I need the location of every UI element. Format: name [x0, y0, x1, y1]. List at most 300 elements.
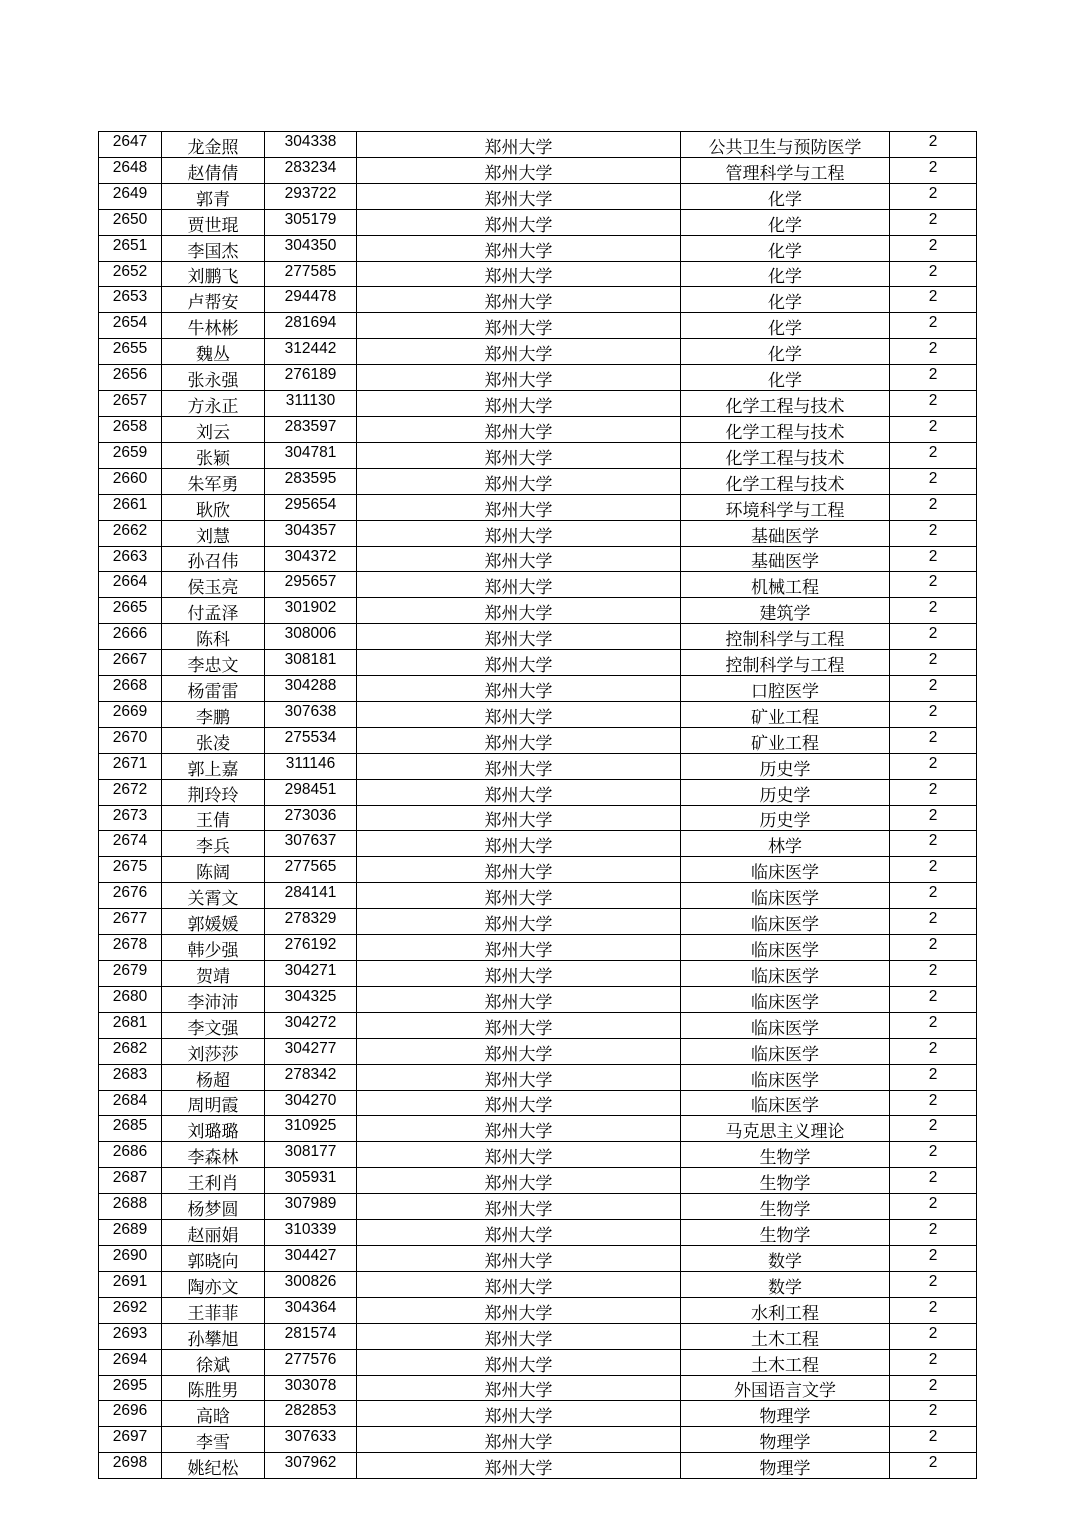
cell-serial-number: 2688 — [99, 1194, 162, 1220]
cell-name: 龙金照 — [162, 132, 265, 158]
table-row — [99, 650, 977, 676]
cell-school: 郑州大学 — [357, 339, 681, 365]
cell-name: 高晗 — [162, 1401, 265, 1427]
table-row — [99, 1168, 977, 1194]
cell-major: 物理学 — [681, 1453, 890, 1479]
cell-value: 2 — [890, 546, 977, 572]
cell-value: 2 — [890, 1323, 977, 1349]
cell-name: 郭媛媛 — [162, 909, 265, 935]
roster-table — [98, 131, 977, 1479]
cell-value: 2 — [890, 961, 977, 987]
cell-id-number: 278342 — [265, 1064, 357, 1090]
table-row — [99, 779, 977, 805]
table-row — [99, 805, 977, 831]
cell-serial-number: 2689 — [99, 1220, 162, 1246]
table-row — [99, 1194, 977, 1220]
cell-school: 郑州大学 — [357, 831, 681, 857]
cell-serial-number: 2660 — [99, 468, 162, 494]
cell-serial-number: 2648 — [99, 157, 162, 183]
cell-major: 临床医学 — [681, 1090, 890, 1116]
cell-school: 郑州大学 — [357, 1271, 681, 1297]
cell-value: 2 — [890, 1220, 977, 1246]
cell-school: 郑州大学 — [357, 1142, 681, 1168]
cell-value: 2 — [890, 1168, 977, 1194]
cell-id-number: 276189 — [265, 365, 357, 391]
cell-value: 2 — [890, 676, 977, 702]
cell-value: 2 — [890, 598, 977, 624]
cell-value: 2 — [890, 1012, 977, 1038]
cell-serial-number: 2653 — [99, 287, 162, 313]
cell-major: 马克思主义理论 — [681, 1116, 890, 1142]
cell-id-number: 293722 — [265, 183, 357, 209]
cell-value: 2 — [890, 520, 977, 546]
cell-value: 2 — [890, 468, 977, 494]
cell-major: 化学 — [681, 339, 890, 365]
cell-serial-number: 2650 — [99, 209, 162, 235]
cell-value: 2 — [890, 572, 977, 598]
cell-value: 2 — [890, 1038, 977, 1064]
cell-value: 2 — [890, 805, 977, 831]
cell-id-number: 311130 — [265, 391, 357, 417]
table-row — [99, 1116, 977, 1142]
cell-id-number: 307638 — [265, 701, 357, 727]
cell-school: 郑州大学 — [357, 986, 681, 1012]
cell-value: 2 — [890, 883, 977, 909]
cell-serial-number: 2692 — [99, 1297, 162, 1323]
cell-major: 矿业工程 — [681, 701, 890, 727]
cell-value: 2 — [890, 831, 977, 857]
cell-id-number: 310925 — [265, 1116, 357, 1142]
cell-name: 李兵 — [162, 831, 265, 857]
cell-id-number: 275534 — [265, 727, 357, 753]
cell-id-number: 273036 — [265, 805, 357, 831]
cell-major: 数学 — [681, 1271, 890, 1297]
cell-id-number: 304270 — [265, 1090, 357, 1116]
cell-school: 郑州大学 — [357, 857, 681, 883]
table-row — [99, 209, 977, 235]
cell-serial-number: 2655 — [99, 339, 162, 365]
table-row — [99, 1401, 977, 1427]
cell-school: 郑州大学 — [357, 1012, 681, 1038]
cell-major: 临床医学 — [681, 857, 890, 883]
cell-serial-number: 2681 — [99, 1012, 162, 1038]
cell-name: 李国杰 — [162, 235, 265, 261]
cell-major: 临床医学 — [681, 883, 890, 909]
cell-major: 临床医学 — [681, 935, 890, 961]
cell-major: 建筑学 — [681, 598, 890, 624]
table-row — [99, 1323, 977, 1349]
cell-id-number: 277585 — [265, 261, 357, 287]
table-row — [99, 546, 977, 572]
cell-major: 临床医学 — [681, 909, 890, 935]
cell-id-number: 305179 — [265, 209, 357, 235]
table-row — [99, 442, 977, 468]
cell-name: 付孟泽 — [162, 598, 265, 624]
cell-name: 王倩 — [162, 805, 265, 831]
cell-school: 郑州大学 — [357, 727, 681, 753]
cell-serial-number: 2649 — [99, 183, 162, 209]
cell-name: 赵丽娟 — [162, 1220, 265, 1246]
cell-id-number: 277576 — [265, 1349, 357, 1375]
cell-major: 基础医学 — [681, 520, 890, 546]
cell-major: 物理学 — [681, 1401, 890, 1427]
cell-school: 郑州大学 — [357, 1168, 681, 1194]
cell-id-number: 300826 — [265, 1271, 357, 1297]
cell-serial-number: 2647 — [99, 132, 162, 158]
cell-name: 李森林 — [162, 1142, 265, 1168]
cell-major: 土木工程 — [681, 1323, 890, 1349]
cell-value: 2 — [890, 1245, 977, 1271]
table-row — [99, 1064, 977, 1090]
cell-major: 化学工程与技术 — [681, 391, 890, 417]
table-row — [99, 1349, 977, 1375]
cell-id-number: 277565 — [265, 857, 357, 883]
table-row — [99, 365, 977, 391]
cell-serial-number: 2693 — [99, 1323, 162, 1349]
table-row — [99, 572, 977, 598]
cell-name: 徐斌 — [162, 1349, 265, 1375]
cell-school: 郑州大学 — [357, 546, 681, 572]
cell-id-number: 304288 — [265, 676, 357, 702]
cell-id-number: 304357 — [265, 520, 357, 546]
cell-value: 2 — [890, 779, 977, 805]
cell-id-number: 304781 — [265, 442, 357, 468]
cell-id-number: 295657 — [265, 572, 357, 598]
table-row — [99, 1245, 977, 1271]
cell-major: 水利工程 — [681, 1297, 890, 1323]
cell-school: 郑州大学 — [357, 935, 681, 961]
cell-major: 环境科学与工程 — [681, 494, 890, 520]
table-row — [99, 857, 977, 883]
table-row — [99, 416, 977, 442]
cell-value: 2 — [890, 1401, 977, 1427]
cell-serial-number: 2652 — [99, 261, 162, 287]
cell-major: 物理学 — [681, 1427, 890, 1453]
cell-major: 土木工程 — [681, 1349, 890, 1375]
cell-serial-number: 2684 — [99, 1090, 162, 1116]
cell-major: 化学 — [681, 313, 890, 339]
cell-serial-number: 2690 — [99, 1245, 162, 1271]
cell-major: 公共卫生与预防医学 — [681, 132, 890, 158]
cell-value: 2 — [890, 365, 977, 391]
table-row — [99, 183, 977, 209]
cell-value: 2 — [890, 1271, 977, 1297]
cell-value: 2 — [890, 494, 977, 520]
cell-name: 朱军勇 — [162, 468, 265, 494]
cell-major: 外国语言文学 — [681, 1375, 890, 1401]
cell-name: 郭上嘉 — [162, 753, 265, 779]
cell-school: 郑州大学 — [357, 261, 681, 287]
cell-id-number: 307637 — [265, 831, 357, 857]
cell-id-number: 304277 — [265, 1038, 357, 1064]
cell-major: 化学 — [681, 287, 890, 313]
cell-id-number: 304338 — [265, 132, 357, 158]
cell-name: 李忠文 — [162, 650, 265, 676]
cell-id-number: 301902 — [265, 598, 357, 624]
cell-school: 郑州大学 — [357, 1038, 681, 1064]
cell-serial-number: 2666 — [99, 624, 162, 650]
cell-value: 2 — [890, 1142, 977, 1168]
table-row — [99, 287, 977, 313]
cell-value: 2 — [890, 935, 977, 961]
cell-id-number: 281694 — [265, 313, 357, 339]
cell-name: 关霄文 — [162, 883, 265, 909]
cell-school: 郑州大学 — [357, 235, 681, 261]
cell-id-number: 308177 — [265, 1142, 357, 1168]
cell-serial-number: 2683 — [99, 1064, 162, 1090]
cell-id-number: 304372 — [265, 546, 357, 572]
cell-school: 郑州大学 — [357, 572, 681, 598]
cell-school: 郑州大学 — [357, 287, 681, 313]
cell-name: 刘璐璐 — [162, 1116, 265, 1142]
cell-major: 生物学 — [681, 1194, 890, 1220]
cell-value: 2 — [890, 909, 977, 935]
cell-id-number: 307633 — [265, 1427, 357, 1453]
cell-name: 耿欣 — [162, 494, 265, 520]
cell-major: 临床医学 — [681, 986, 890, 1012]
cell-value: 2 — [890, 1090, 977, 1116]
cell-name: 陈胜男 — [162, 1375, 265, 1401]
cell-serial-number: 2672 — [99, 779, 162, 805]
cell-school: 郑州大学 — [357, 779, 681, 805]
cell-id-number: 294478 — [265, 287, 357, 313]
cell-id-number: 304325 — [265, 986, 357, 1012]
cell-school: 郑州大学 — [357, 391, 681, 417]
cell-major: 化学 — [681, 183, 890, 209]
table-row — [99, 624, 977, 650]
cell-name: 侯玉亮 — [162, 572, 265, 598]
cell-school: 郑州大学 — [357, 1375, 681, 1401]
cell-major: 数学 — [681, 1245, 890, 1271]
cell-name: 周明霞 — [162, 1090, 265, 1116]
cell-name: 陈科 — [162, 624, 265, 650]
cell-value: 2 — [890, 442, 977, 468]
cell-serial-number: 2677 — [99, 909, 162, 935]
cell-school: 郑州大学 — [357, 442, 681, 468]
cell-school: 郑州大学 — [357, 1323, 681, 1349]
cell-school: 郑州大学 — [357, 1349, 681, 1375]
cell-value: 2 — [890, 1116, 977, 1142]
cell-serial-number: 2659 — [99, 442, 162, 468]
cell-major: 临床医学 — [681, 1012, 890, 1038]
cell-value: 2 — [890, 132, 977, 158]
cell-major: 林学 — [681, 831, 890, 857]
cell-serial-number: 2682 — [99, 1038, 162, 1064]
table-row — [99, 831, 977, 857]
cell-name: 孙召伟 — [162, 546, 265, 572]
cell-serial-number: 2667 — [99, 650, 162, 676]
cell-school: 郑州大学 — [357, 961, 681, 987]
cell-school: 郑州大学 — [357, 1453, 681, 1479]
cell-id-number: 307989 — [265, 1194, 357, 1220]
table-row — [99, 520, 977, 546]
table-row — [99, 1375, 977, 1401]
cell-id-number: 308006 — [265, 624, 357, 650]
table-row — [99, 676, 977, 702]
cell-school: 郑州大学 — [357, 1401, 681, 1427]
table-row — [99, 468, 977, 494]
cell-serial-number: 2691 — [99, 1271, 162, 1297]
cell-name: 王利肖 — [162, 1168, 265, 1194]
cell-id-number: 308181 — [265, 650, 357, 676]
cell-id-number: 305931 — [265, 1168, 357, 1194]
cell-major: 历史学 — [681, 805, 890, 831]
cell-id-number: 307962 — [265, 1453, 357, 1479]
cell-name: 张颖 — [162, 442, 265, 468]
cell-major: 化学工程与技术 — [681, 468, 890, 494]
table-row — [99, 883, 977, 909]
cell-major: 临床医学 — [681, 1038, 890, 1064]
cell-name: 赵倩倩 — [162, 157, 265, 183]
cell-name: 姚纪松 — [162, 1453, 265, 1479]
cell-name: 杨雷雷 — [162, 676, 265, 702]
cell-school: 郑州大学 — [357, 909, 681, 935]
cell-school: 郑州大学 — [357, 183, 681, 209]
table-row — [99, 391, 977, 417]
table-row — [99, 727, 977, 753]
cell-serial-number: 2686 — [99, 1142, 162, 1168]
cell-school: 郑州大学 — [357, 468, 681, 494]
cell-serial-number: 2675 — [99, 857, 162, 883]
cell-id-number: 283595 — [265, 468, 357, 494]
cell-name: 刘云 — [162, 416, 265, 442]
cell-id-number: 282853 — [265, 1401, 357, 1427]
cell-value: 2 — [890, 339, 977, 365]
table-row — [99, 494, 977, 520]
cell-school: 郑州大学 — [357, 494, 681, 520]
cell-major: 矿业工程 — [681, 727, 890, 753]
cell-serial-number: 2697 — [99, 1427, 162, 1453]
table-row — [99, 598, 977, 624]
cell-value: 2 — [890, 313, 977, 339]
cell-name: 刘莎莎 — [162, 1038, 265, 1064]
cell-serial-number: 2694 — [99, 1349, 162, 1375]
cell-serial-number: 2679 — [99, 961, 162, 987]
cell-name: 张永强 — [162, 365, 265, 391]
cell-school: 郑州大学 — [357, 1245, 681, 1271]
cell-school: 郑州大学 — [357, 805, 681, 831]
cell-major: 控制科学与工程 — [681, 624, 890, 650]
cell-school: 郑州大学 — [357, 1116, 681, 1142]
cell-serial-number: 2674 — [99, 831, 162, 857]
cell-name: 王菲菲 — [162, 1297, 265, 1323]
cell-name: 陈阔 — [162, 857, 265, 883]
cell-major: 生物学 — [681, 1168, 890, 1194]
cell-major: 基础医学 — [681, 546, 890, 572]
cell-school: 郑州大学 — [357, 753, 681, 779]
cell-id-number: 295654 — [265, 494, 357, 520]
cell-name: 杨超 — [162, 1064, 265, 1090]
cell-value: 2 — [890, 235, 977, 261]
table-row — [99, 132, 977, 158]
cell-school: 郑州大学 — [357, 209, 681, 235]
cell-serial-number: 2698 — [99, 1453, 162, 1479]
cell-serial-number: 2670 — [99, 727, 162, 753]
cell-serial-number: 2676 — [99, 883, 162, 909]
cell-id-number: 310339 — [265, 1220, 357, 1246]
cell-value: 2 — [890, 727, 977, 753]
cell-school: 郑州大学 — [357, 624, 681, 650]
table-row — [99, 339, 977, 365]
table-row — [99, 313, 977, 339]
table-row — [99, 1012, 977, 1038]
cell-school: 郑州大学 — [357, 1427, 681, 1453]
cell-id-number: 276192 — [265, 935, 357, 961]
cell-serial-number: 2671 — [99, 753, 162, 779]
cell-value: 2 — [890, 157, 977, 183]
cell-serial-number: 2669 — [99, 701, 162, 727]
cell-major: 化学 — [681, 209, 890, 235]
table-row — [99, 1090, 977, 1116]
cell-name: 荆玲玲 — [162, 779, 265, 805]
cell-major: 生物学 — [681, 1220, 890, 1246]
cell-value: 2 — [890, 287, 977, 313]
cell-school: 郑州大学 — [357, 416, 681, 442]
cell-value: 2 — [890, 1453, 977, 1479]
roster-table-body — [99, 132, 977, 1479]
cell-school: 郑州大学 — [357, 676, 681, 702]
cell-school: 郑州大学 — [357, 132, 681, 158]
cell-school: 郑州大学 — [357, 598, 681, 624]
cell-value: 2 — [890, 416, 977, 442]
cell-value: 2 — [890, 1194, 977, 1220]
cell-major: 机械工程 — [681, 572, 890, 598]
cell-value: 2 — [890, 986, 977, 1012]
cell-school: 郑州大学 — [357, 1090, 681, 1116]
cell-serial-number: 2678 — [99, 935, 162, 961]
cell-name: 郭晓向 — [162, 1245, 265, 1271]
cell-name: 牛林彬 — [162, 313, 265, 339]
cell-serial-number: 2685 — [99, 1116, 162, 1142]
cell-value: 2 — [890, 1427, 977, 1453]
cell-id-number: 298451 — [265, 779, 357, 805]
cell-serial-number: 2673 — [99, 805, 162, 831]
cell-major: 控制科学与工程 — [681, 650, 890, 676]
cell-name: 李文强 — [162, 1012, 265, 1038]
table-row — [99, 1038, 977, 1064]
table-row — [99, 1220, 977, 1246]
cell-major: 历史学 — [681, 753, 890, 779]
cell-id-number: 311146 — [265, 753, 357, 779]
table-row — [99, 986, 977, 1012]
cell-id-number: 284141 — [265, 883, 357, 909]
table-row — [99, 157, 977, 183]
cell-id-number: 281574 — [265, 1323, 357, 1349]
cell-serial-number: 2687 — [99, 1168, 162, 1194]
cell-school: 郑州大学 — [357, 1297, 681, 1323]
cell-name: 李沛沛 — [162, 986, 265, 1012]
cell-major: 历史学 — [681, 779, 890, 805]
cell-name: 杨梦圆 — [162, 1194, 265, 1220]
cell-value: 2 — [890, 209, 977, 235]
cell-name: 李鹏 — [162, 701, 265, 727]
cell-major: 化学 — [681, 365, 890, 391]
cell-value: 2 — [890, 261, 977, 287]
cell-serial-number: 2657 — [99, 391, 162, 417]
cell-major: 临床医学 — [681, 1064, 890, 1090]
cell-major: 生物学 — [681, 1142, 890, 1168]
table-row — [99, 935, 977, 961]
cell-id-number: 303078 — [265, 1375, 357, 1401]
cell-school: 郑州大学 — [357, 883, 681, 909]
cell-id-number: 304272 — [265, 1012, 357, 1038]
cell-school: 郑州大学 — [357, 1194, 681, 1220]
cell-name: 陶亦文 — [162, 1271, 265, 1297]
cell-name: 魏丛 — [162, 339, 265, 365]
cell-major: 临床医学 — [681, 961, 890, 987]
table-row — [99, 1142, 977, 1168]
cell-name: 张凌 — [162, 727, 265, 753]
